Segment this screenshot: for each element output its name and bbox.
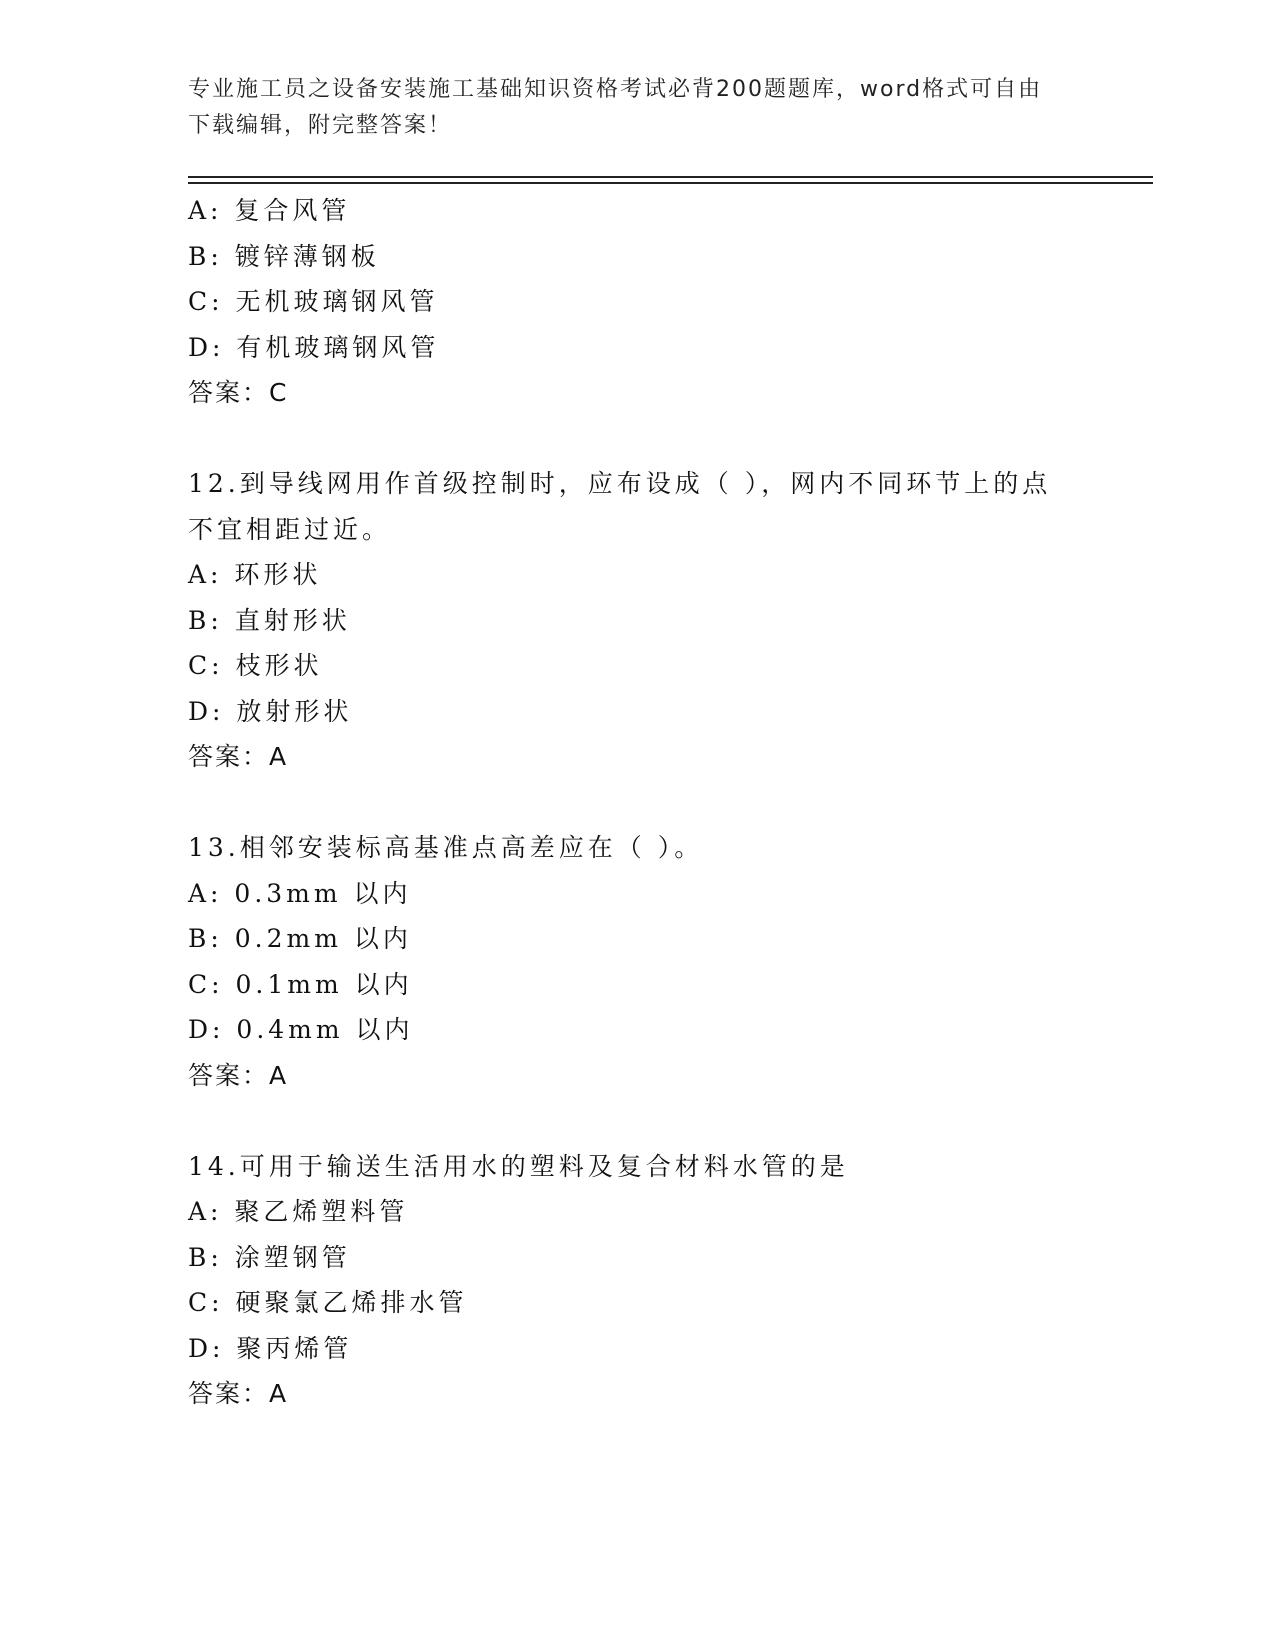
option-b: B: 镀锌薄钢板: [188, 241, 380, 271]
option-d: D: 0.4mm 以内: [188, 1015, 414, 1044]
option-b: B: 涂塑钢管: [188, 1242, 351, 1272]
option-b: B: 0.2mm 以内: [188, 924, 412, 953]
header-line-2: 下载编辑，附完整答案！: [188, 113, 453, 138]
answer: 答案：A: [188, 1379, 289, 1408]
header-divider-bottom: [188, 182, 1153, 184]
option-d: D: 放射形状: [188, 696, 353, 726]
spacer: [188, 780, 1088, 826]
question-stem-line-2: 不宜相距过近。: [188, 514, 392, 544]
option-c: C: 硬聚氯乙烯排水管: [188, 1288, 468, 1317]
question-block-14: [188, 1144, 1088, 1417]
question-block-13: [188, 825, 1088, 1098]
document-header: [188, 72, 1088, 144]
question-stem-line-1: 12.到导线网用作首级控制时，应布设成（ ），网内不同环节上的点: [188, 469, 1052, 498]
option-b: B: 直射形状: [188, 605, 351, 635]
option-c: C: 枝形状: [188, 651, 323, 680]
header-divider-top: [188, 176, 1153, 178]
question-block-11: [188, 188, 1088, 416]
question-block-12: [188, 461, 1088, 780]
header-line-1: 专业施工员之设备安装施工基础知识资格考试必背200题题库，word格式可自由: [188, 77, 1043, 102]
option-d: D: 有机玻璃钢风管: [188, 332, 440, 362]
option-c: C: 0.1mm 以内: [188, 969, 413, 999]
answer: 答案：A: [188, 742, 289, 771]
option-a: A: 环形状: [188, 560, 322, 589]
question-stem: 13.相邻安装标高基准点高差应在（ ）。: [188, 833, 704, 862]
question-list: [188, 188, 1088, 1417]
option-a: A: 0.3mm 以内: [188, 878, 412, 908]
question-stem: [188, 461, 1068, 552]
option-a: A: 聚乙烯塑料管: [188, 1197, 409, 1226]
spacer: [188, 1098, 1088, 1144]
option-d: D: 聚丙烯管: [188, 1333, 353, 1363]
question-stem: 14.可用于输送生活用水的塑料及复合材料水管的是: [188, 1151, 849, 1181]
answer: 答案：C: [188, 378, 289, 407]
answer: 答案：A: [188, 1060, 289, 1090]
spacer: [188, 416, 1088, 462]
option-a: A: 复合风管: [188, 196, 351, 225]
option-c: C: 无机玻璃钢风管: [188, 287, 439, 316]
